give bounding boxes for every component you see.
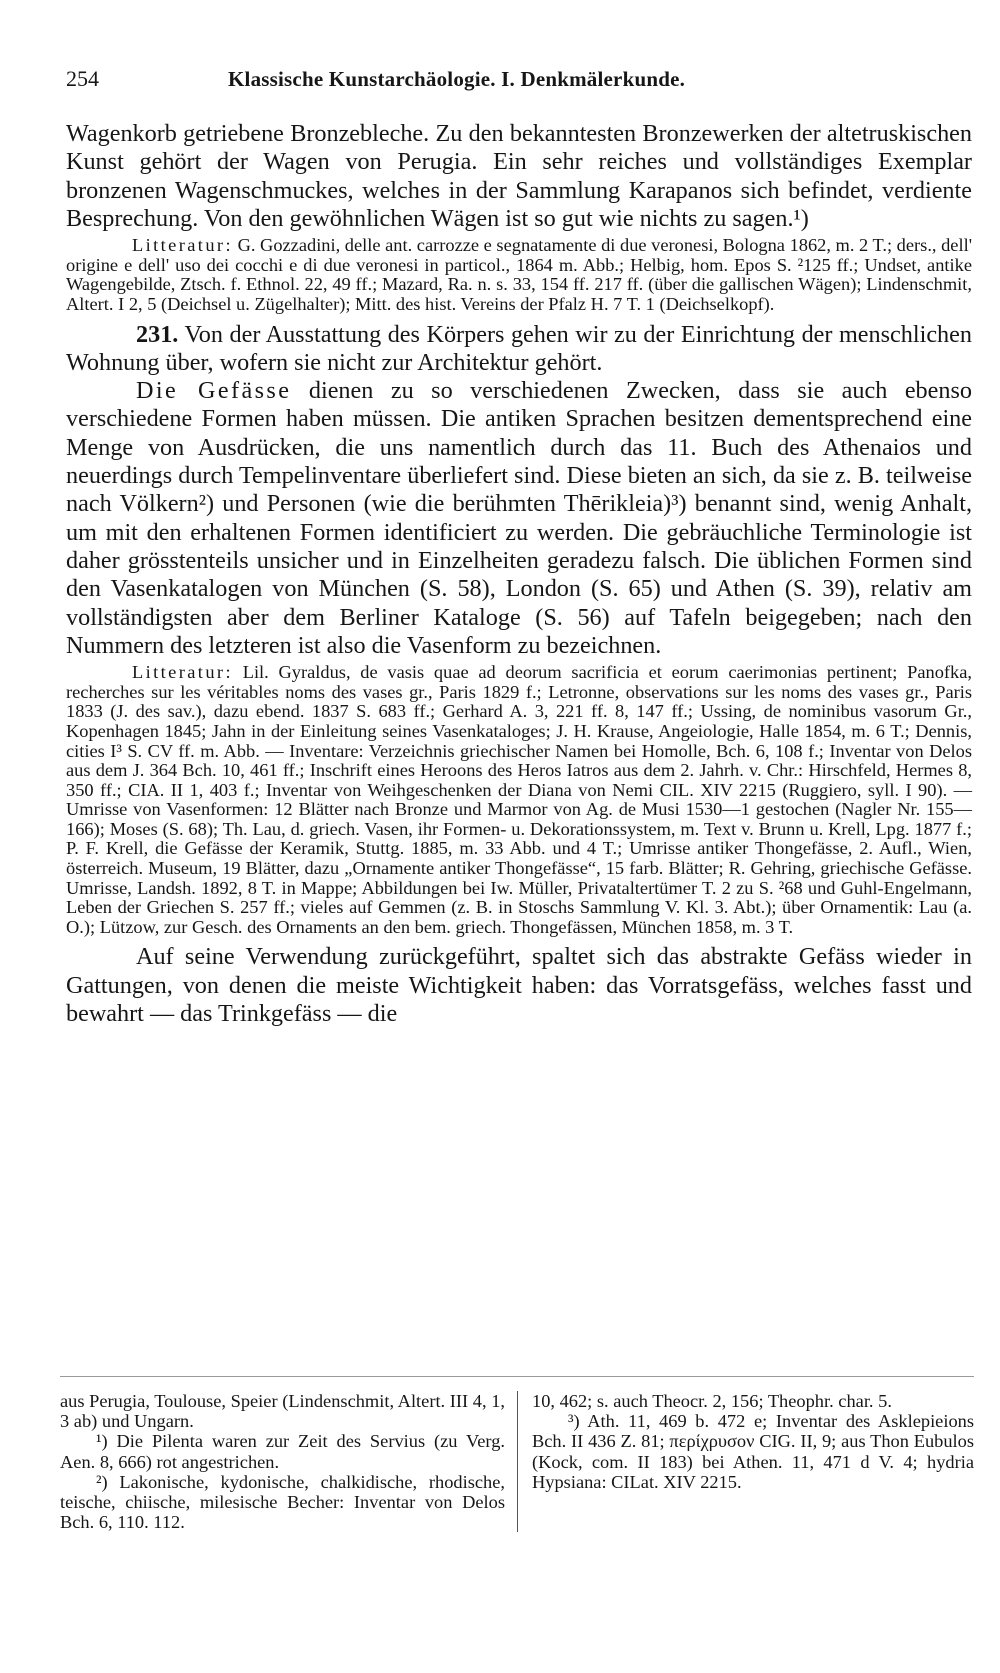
paragraph-gefaesse-text: dienen zu so verschiedenen Zwecken, dass sie auch ebenso verschiedene Formen haben müssen. Die antiken Sprachen besitzen dementsprechend eine Menge von Ausdrücken, die uns namentlich durch das 11. Buch des Athenaios und neuerdings durch Tempelinventare überliefert sind. Diese bieten an sich, da sie z. B. teilweise nach Völkern²) und Personen (wie die berühmten Thērikleia)³) benannt sind, wenig Anhalt, um mit den erhaltenen Formen identificiert zu werden. Die gebräuchliche Terminologie ist daher grösstenteils unsicher und in Einzelheiten geradezu falsch. Die üblichen Formen sind den Vasenkatalogen von München (S. 58), London (S. 65) und Athen (S. 39), relativ am vollständigsten aber dem Berliner Kataloge (S. 56) auf Tafeln beigegeben; nach den Nummern des letzteren ist also die Vasenform zu bezeichnen. bbox=[66, 377, 972, 659]
term-gefaesse: Die Gefässe bbox=[136, 377, 292, 405]
footnotes-left-column bbox=[60, 1391, 517, 1532]
page-header bbox=[66, 66, 972, 96]
footnote-1: ¹) Die Pilenta waren zur Zeit des Servius (zu Verg. Aen. 8, 666) rot angestrichen. bbox=[60, 1431, 505, 1472]
literature-text: G. Gozzadini, delle ant. carrozze e segnatamente di due veronesi, Bologna 1862, m. 2 T.; ders., dell' origine e dell' uso dei cocchi e di due veronesi in particol., 1864 m. Abb.; Helbig, hom. Epos S. ²125 ff.; Undset, antike Wagengebilde, Ztsch. f. Ethnol. 22, 49 ff.; Mazard, Ra. n. s. 33, 154 ff. 217 ff. (über die gallischen Wägen); Lindenschmit, Altert. I 2, 5 (Deichsel u. Zügelhalter); Mitt. des hist. Vereins der Pfalz H. 7 T. 1 (Deichselkopf). bbox=[66, 235, 973, 314]
page-number: 254 bbox=[66, 66, 99, 91]
section-231 bbox=[66, 321, 972, 378]
footnotes bbox=[60, 1376, 974, 1532]
footnotes-right-column bbox=[517, 1391, 974, 1532]
footnote-continuation: aus Perugia, Toulouse, Speier (Lindenschmit, Altert. III 4, 1, 3 ab) und Ungarn. bbox=[60, 1391, 505, 1432]
paragraph-verwendung: Auf seine Verwendung zurückgeführt, spaltet sich das abstrakte Gefäss wieder in Gattungen, von denen die meiste Wichtigkeit haben: das Vorratsgefäss, welches fasst und bewahrt — das Trinkgefäss — die bbox=[66, 943, 972, 1028]
section-text: Von der Ausstattung des Körpers gehen wir zu der Einrichtung der menschlichen Wohnung über, wofern sie nicht zur Architektur gehört. bbox=[66, 320, 972, 376]
footnote-3: ³) Ath. 11, 469 b. 472 e; Inventar des Asklepieions Bch. II 436 Z. 81; περίχρυσον CIG. II, 9; aus Thon Eubulos (Kock, com. II 183) bei Athen. 11, 471 d V. 4; hydria Hypsiana: CILat. XIV 2215. bbox=[532, 1411, 974, 1492]
section-number: 231. bbox=[136, 320, 179, 348]
running-title: Klassische Kunstarchäologie. I. Denkmälerkunde. bbox=[228, 67, 686, 91]
literature-label: Litteratur: bbox=[132, 235, 233, 256]
literature-note-wagen bbox=[66, 236, 972, 314]
literature-note-gefaesse bbox=[66, 663, 972, 937]
literature-label: Litteratur: bbox=[132, 662, 233, 683]
footnote-2: ²) Lakonische, kydonische, chalkidische, rhodische, teische, chiische, milesische Becher: Inventar von Delos Bch. 6, 110. 112. bbox=[60, 1471, 505, 1533]
literature-text: Lil. Gyraldus, de vasis quae ad deorum sacrificia et eorum caerimonias pertinent; Panofka, recherches sur les véritables noms des vases gr., Paris 1829 f.; Letronne, observations sur les noms des vases gr., Paris 1833 (J. des sav.), dazu ebend. 1837 S. 683 ff.; Gerhard A. 3, 221 ff. 8, 147 ff.; Ussing, de nominibus vasorum Gr., Kopenhagen 1845; Jahn in der Einleitung seines Vasenkataloges; J. H. Krause, Angeiologie, Halle 1854, m. 6 T.; Dennis, cities I³ S. CV ff. m. Abb. — Inventare: Verzeichnis griechischer Namen bei Homolle, Bch. 6, 108 f.; Inventar von Delos aus dem J. 364 Bch. 10, 461 ff.; Inschrift eines Heroons des Heros Iatros aus dem 2. Jahrh. v. Chr.: Hirschfeld, Hermes 8, 350 ff.; CIA. II 1, 403 f.; Inventar von Weihgeschenken der Diana von Nemi CIL. XIV 2215 (Ruggiero, syll. I 90). — Umrisse von Vasenformen: 12 Blätter nach Bronze und Marmor von Ag. de Musi 1530—1 gestochen (Nagler Nr. 155—166); Moses (S. 68); Th. Lau, d. griech. Vasen, ihr Formen- u. Dekorationssystem, m. Text v. Brunn u. Krell, Lpg. 1877 f.; P. F. Krell, die Gefässe der Keramik, Stuttg. 1885, m. 33 Abb. und 4 T.; Umrisse antiker Thongefässe, 2. Aufl., Wien, österreich. Museum, 19 Blätter, dazu „Ornamente antiker Thongefässe“, 15 farb. Blätter; R. Gehring, griechische Gefässe. Umrisse, Landsh. 1892, 8 T. in Mappe; Abbildungen bei Iw. Müller, Privataltertümer T. 2 zu S. ²68 und Guhl-Engelmann, Leben der Griechen S. 257 ff.; vieles auf Gemmen (z. B. in Stoschs Sammlung V. Kl. 3. Abt.); über Ornamentik: Lau (a. O.); Lützow, zur Gesch. des Ornaments an den bem. griech. Thongefässen, München 1858, m. 3 T. bbox=[66, 662, 973, 937]
paragraph-wagenkorb: Wagenkorb getriebene Bronzebleche. Zu den bekanntesten Bronzewerken der altetruskischen Kunst gehört der Wagen von Perugia. Ein sehr reiches und vollständiges Exemplar bronzenen Wagenschmuckes, welches in der Sammlung Karapanos sich befindet, verdiente Besprechung. Von den gewöhnlichen Wägen ist so gut wie nichts zu sagen.¹) bbox=[66, 120, 972, 232]
footnote-continuation: 10, 462; s. auch Theocr. 2, 156; Theophr. char. 5. bbox=[532, 1391, 892, 1411]
paragraph-gefaesse bbox=[66, 377, 972, 660]
